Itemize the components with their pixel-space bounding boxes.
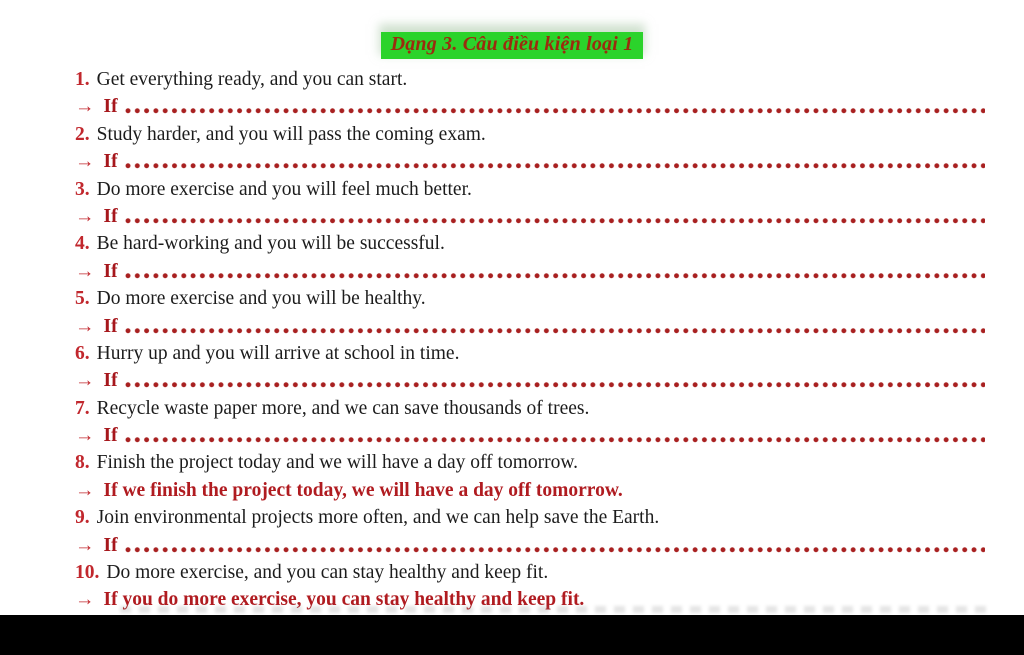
arrow-icon: →: [75, 425, 95, 447]
dotted-blank: [125, 93, 985, 120]
item-number: 9.: [75, 507, 90, 529]
cutoff-text-remnant: [120, 606, 994, 613]
item-sentence: Do more exercise and you will feel much better.: [96, 178, 472, 200]
arrow-icon: →: [75, 151, 95, 173]
exercise-item: [75, 66, 985, 93]
item-number: 6.: [75, 342, 90, 364]
arrow-icon: →: [75, 260, 95, 282]
if-label: If: [103, 370, 118, 392]
exercise-item: [75, 230, 985, 257]
answer-blank-line: [75, 532, 985, 559]
answer-blank-line: [75, 258, 985, 285]
item-sentence: Do more exercise, and you can stay healthy and keep fit.: [106, 562, 549, 584]
item-number: 5.: [75, 288, 90, 310]
exercise-item: [75, 449, 985, 476]
answer-filled-line: [75, 477, 985, 504]
answer-blank-line: [75, 367, 985, 394]
item-number: 3.: [75, 178, 90, 200]
answer-blank-line: [75, 203, 985, 230]
item-sentence: Join environmental projects more often, and we can help save the Earth.: [96, 507, 660, 529]
exercise-item: [75, 285, 985, 312]
arrow-icon: →: [75, 96, 95, 118]
item-sentence: Get everything ready, and you can start.: [96, 69, 408, 90]
arrow-icon: →: [75, 205, 95, 227]
if-label: If: [103, 151, 118, 173]
item-sentence: Do more exercise and you will be healthy.: [96, 288, 426, 310]
item-sentence: Finish the project today and we will have a day off tomorrow.: [96, 452, 579, 474]
exercise-item: [75, 176, 985, 203]
item-number: 4.: [75, 233, 90, 255]
exercise-item: [75, 340, 985, 367]
filled-answer: If we finish the project today, we will have a day off tomorrow.: [103, 479, 623, 501]
if-label: If: [103, 534, 118, 556]
page-title: Dạng 3. Câu điều kiện loại 1: [381, 32, 644, 59]
dotted-blank: [125, 203, 985, 230]
exercise-item: [75, 121, 985, 148]
item-number: 2.: [75, 123, 90, 145]
answer-blank-line: [75, 313, 985, 340]
if-label: If: [103, 96, 118, 118]
dotted-blank: [125, 258, 985, 285]
dotted-blank: [125, 148, 985, 175]
item-sentence: Hurry up and you will arrive at school in time.: [96, 342, 460, 364]
exercise-list: [0, 66, 1024, 614]
dotted-blank: [125, 422, 985, 449]
exercise-item: [75, 504, 985, 531]
if-label: If: [103, 205, 118, 227]
arrow-icon: →: [75, 589, 95, 611]
item-number: 1.: [75, 69, 90, 90]
item-number: 10.: [75, 562, 100, 584]
item-sentence: Study harder, and you will pass the coming exam.: [96, 123, 486, 145]
item-sentence: Be hard-working and you will be successful.: [96, 233, 445, 255]
arrow-icon: →: [75, 479, 95, 501]
dotted-blank: [125, 313, 985, 340]
item-number: 7.: [75, 397, 90, 419]
item-sentence: Recycle waste paper more, and we can save thousands of trees.: [96, 397, 590, 419]
exercise-item: [75, 395, 985, 422]
bottom-black-bar: [0, 615, 1024, 655]
answer-blank-line: [75, 422, 985, 449]
dotted-blank: [125, 367, 985, 394]
arrow-icon: →: [75, 534, 95, 556]
title-row: [0, 0, 1024, 62]
if-label: If: [103, 425, 118, 447]
item-number: 8.: [75, 452, 90, 474]
if-label: If: [103, 260, 118, 282]
exercise-item: [75, 559, 985, 586]
filled-answer: If you do more exercise, you can stay healthy and keep fit.: [103, 589, 585, 611]
answer-blank-line: [75, 93, 985, 120]
arrow-icon: →: [75, 370, 95, 392]
answer-blank-line: [75, 148, 985, 175]
dotted-blank: [125, 532, 985, 559]
arrow-icon: →: [75, 315, 95, 337]
if-label: If: [103, 315, 118, 337]
